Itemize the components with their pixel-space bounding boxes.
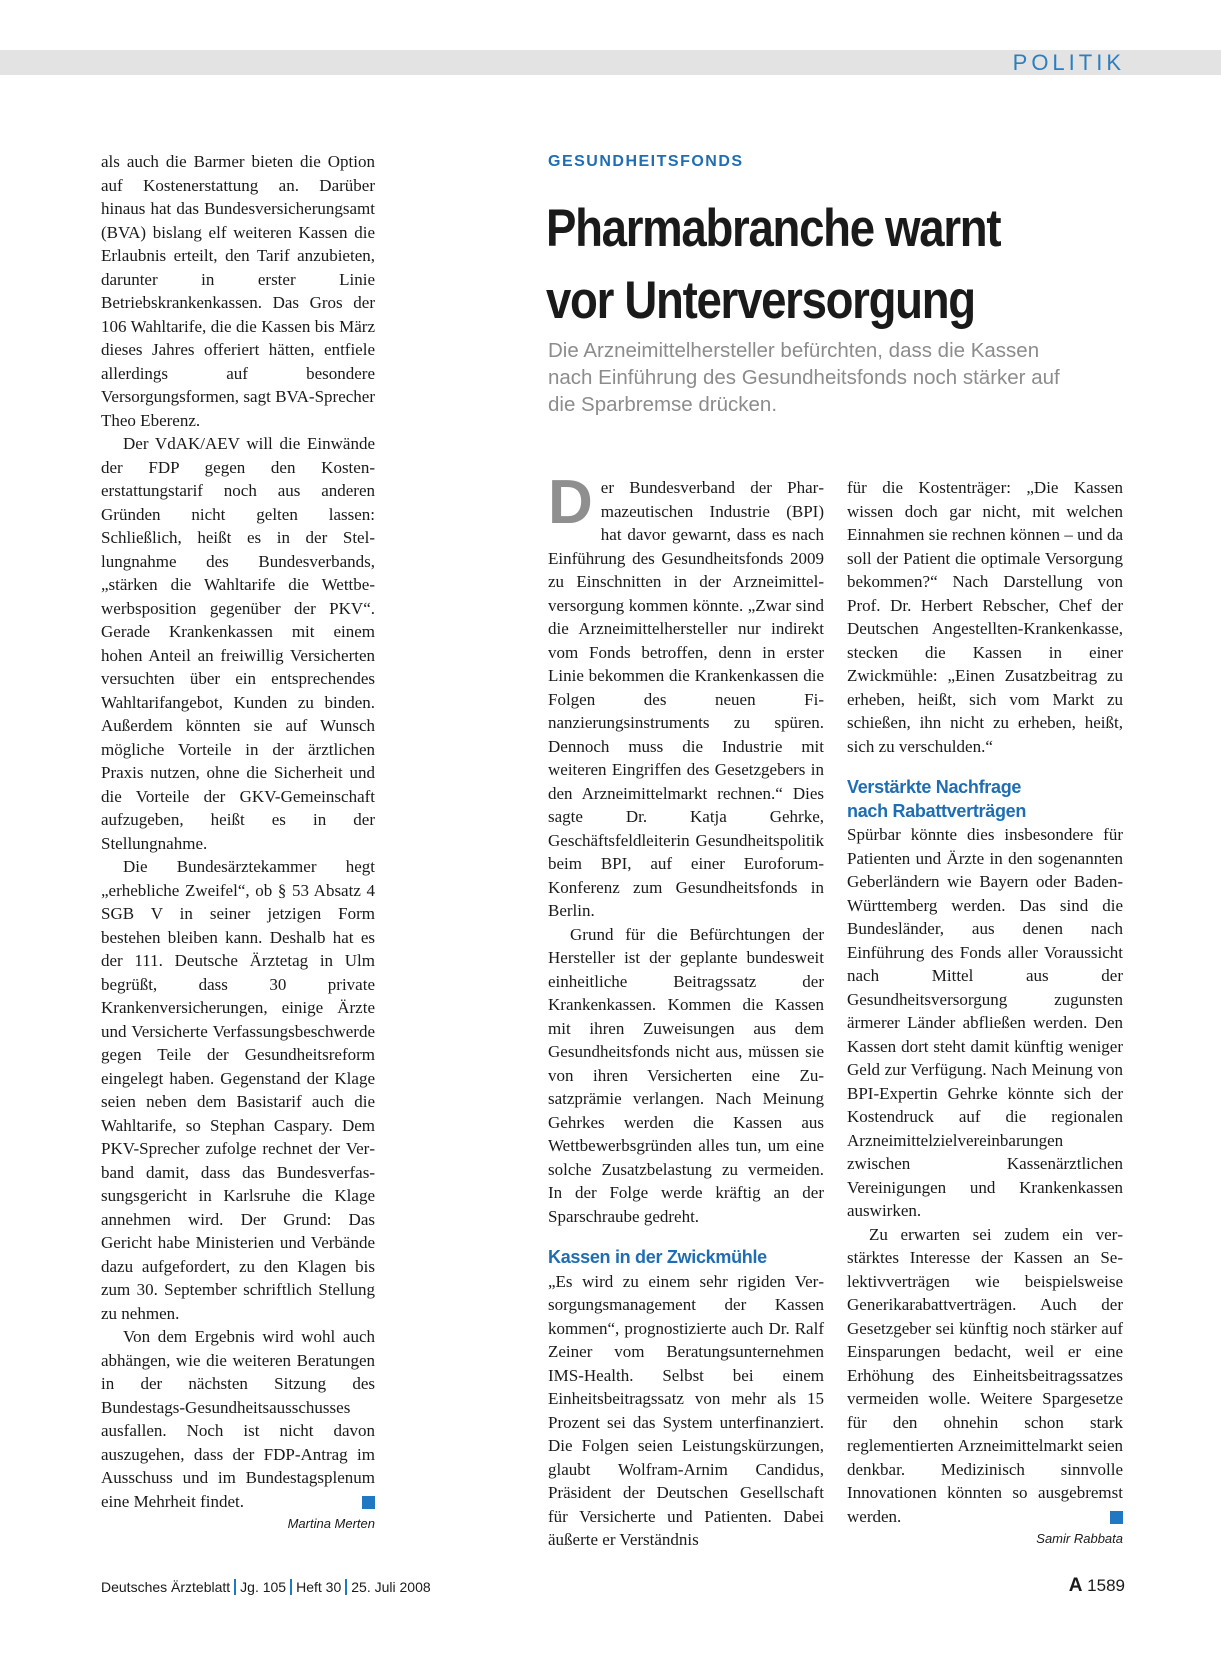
article-headline <box>546 193 1062 337</box>
article-column-2 <box>548 468 824 1552</box>
end-square-icon <box>1110 1511 1123 1524</box>
subheading-nachfrage-line-1: Verstärkte Nachfrage <box>847 777 1022 797</box>
article-lead: Die Arzneimittelhersteller befürchten, dass die Kassen nach Einführung des Gesundheitsfonds noch stärker auf die Sparbremse drücken. <box>548 339 1060 416</box>
page-number <box>1069 1575 1125 1597</box>
left-paragraph-2: Der VdAK/AEV will die Einwände der FDP gegen den Kostenerstattungstarif noch aus anderen Gründen nicht gelten lassen: Schließlich, heißt es in der Stellungnahme des Bundesverbands, „stärken die Wahltarife die Wettbewerbsposition gegenüber der PKV“. Gerade Krankenkassen mit einem hohen Anteil an freiwillig Versicherten versuchten über ein entsprechendes Wahltarifangebot, Kunden zu binden. Außerdem könnten sie auf Wunsch mögliche Vorteile in der ärztlichen Praxis nutzen, ohne die Sicherheit und die Vorteile der GKV-Gemeinschaft aufzugeben, heißt es in der Stellungnahme. <box>101 434 375 853</box>
headline-line-1: Pharmabranche warnt <box>546 199 1001 258</box>
article-paragraph-2: Grund für die Befürchtungen der Hersteller ist der geplante bundesweit einheitliche Beitragssatz der Krankenkassen. Kommen die Kassen mit ihren Zuweisungen aus dem Gesundheitsfonds nicht aus, müssen sie von ihren Versicherten eine Zusatzprämie verlangen. Nach Meinung Gehrkes werden die Kassen aus Wettbewerbsgründen alles tun, um eine solche Zusatzbelastung zu vermeiden. In der Folge werde kräftig an der Sparschraube gedreht. <box>548 924 824 1226</box>
article-paragraph-1 <box>548 468 824 923</box>
subheading-nachfrage-line-2: nach Rabattverträgen <box>847 800 1027 821</box>
headline-line-2: vor Unterversorgung <box>546 271 975 330</box>
footer-separator <box>290 1579 292 1595</box>
subheading-zwickmuehle: Kassen in der Zwickmühle <box>548 1247 767 1267</box>
article-kicker: GESUNDHEITSFONDS <box>548 153 744 170</box>
article-author: Samir Rabbata <box>1036 1531 1123 1546</box>
left-paragraph-4 <box>101 1325 375 1513</box>
journal-name: Deutsches Ärzteblatt <box>101 1579 231 1595</box>
article-paragraph-4: für die Kostenträger: „Die Kassen wissen doch gar nicht, mit welchen Einnahmen sie rechnen können – und da soll der Patient die optimale Versorgung bekommen?“ Nach Darstellung von Prof. Dr. Herbert Rebscher, Chef der Deutschen Angestellten-Krankenkasse, stecken die Kassen in einer Zwickmühle: „Einen Zusatzbeitrag zu erheben, heißt, sich vom Markt zu schießen, ihn nicht zu erheben, heißt, sich zu verschulden.“ <box>847 478 1123 756</box>
footer-separator <box>234 1579 236 1595</box>
footer-separator <box>345 1579 347 1595</box>
article-paragraph-3: „Es wird zu einem sehr rigiden Versorgungsmanagement der Kassen kommen“, prognostizierte auch Dr. Ralf Zeiner vom Beratungsunternehmen IMS-Health. Selbst bei einem Einheitsbeitragssatz von mehr als 15 Prozent sei das System unterfinanziert. Die Folgen seien Leistungskürzungen, glaubt Wolfram-Arnim Candidus, Präsident der Deutschen Gesellschaft für Versicherte und Patienten. Dabei äußerte er Verständnis <box>548 1271 824 1549</box>
page-prefix: A <box>1068 1575 1083 1596</box>
drop-cap: D <box>548 468 593 537</box>
left-author: Martina Merten <box>287 1516 375 1531</box>
article-paragraph-6-text: Zu erwarten sei zudem ein verstärktes Interesse der Kassen an Selektivverträgen wie beispielsweise Generikarabattverträgen. Auch der Gesetzgeber sei künftig noch stärker auf Einsparungen bedacht, weil er eine Erhöhung des Einheitsbeitragssatzes vermeiden wolle. Weitere Spargesetze für den ohnehin schon stark reglementierten Arzneimittelmarkt seien denkbar. Medizinisch sinnvolle Innovationen könnten so ausgebremst werden. <box>847 1224 1123 1526</box>
article-paragraph-5: Spürbar könnte dies insbesondere für Patienten und Ärzte in den sogenannten Geberländern wie Bayern oder Baden-Württemberg werden. Das sind die Bundesländer, aus denen nach Einführung des Fonds aller Voraussicht nach Mittel aus der Gesundheitsversorgung zugunsten ärmerer Länder abfließen werden. Den Kassen dort steht damit künftig weniger Geld zur Verfügung. Nach Meinung von BPI-Expertin Gehrke könnte sich der Kostendruck auf die regionalen Arzneimittelzielvereinbarungen zwischen Kassenärztlichen Vereinigungen und Krankenkassen auswirken. <box>847 825 1123 1220</box>
journal-volume: Jg. 105 <box>240 1579 287 1595</box>
left-paragraph-3: Die Bundesärztekammer hegt „erhebliche Zweifel“, ob § 53 Absatz 4 SGB V in seiner jetzigen Form bestehen bleiben kann. Deshalb hat es der 111. Deutsche Ärztetag in Ulm begrüßt, dass 30 private Krankenversicherungen, einige Ärzte und Versicherte Verfassungsbeschwerde gegen Teile der Gesundheitsreform eingelegt haben. Gegenstand der Klage seien neben dem Basistarif auch die Wahltarife, so Stephan Caspary. Dem PKV-Sprecher zufolge rechnet der Verband damit, dass das Bundesverfassungsgericht in Karlsruhe die Klage annehmen wird. Der Grund: Das Gericht habe Ministerien und Verbände dazu aufgefordert, zu den Klagen bis zum 30. September schriftlich Stellung zu nehmen. <box>101 857 375 1323</box>
left-paragraph-1: als auch die Barmer bieten die Option auf Kostenerstattung an. Darüber hinaus hat das Bundesversicherungsamt (BVA) bislang elf weiteren Kassen die Erlaubnis erteilt, den Tarif anzubieten, darunter in erster Linie Betriebskrankenkassen. Das Gros der 106 Wahltarife, die die Kassen bis März dieses Jahres offeriert hätten, entfiele allerdings auf besondere Versorgungsformen, sagt BVA-Sprecher Theo Eberenz. <box>101 152 375 430</box>
article-paragraph-6 <box>847 1223 1123 1529</box>
footer-citation <box>101 1579 431 1595</box>
subheading-nachfrage <box>847 776 1123 823</box>
article-paragraph-1-text: er Bundesverband der Pharmazeutischen Industrie (BPI) hat davor gewarnt, dass es nach Einführung des Gesundheitsfonds 2009 zu Einschnitten in der Arzneimittelversorgung kommen könnte. „Zwar sind die Arzneimittelhersteller nur indirekt vom Fonds betroffen, denn in erster Linie bekommen die Krankenkassen die Folgen des neuen Finanzierungsinstruments zu spüren. Dennoch muss die Industrie mit weiteren Eingriffen des Gesetzgebers in den Arzneimittelmarkt rechnen.“ Dies sagte Dr. Katja Gehrke, Geschäftsfeldleiterin Gesundheitspolitik beim BPI, auf einer Euroforum-Konferenz zum Gesundheitsfonds in Berlin. <box>548 478 824 920</box>
end-square-icon <box>362 1496 375 1509</box>
article-column-3 <box>847 476 1123 1549</box>
journal-issue: Heft 30 <box>296 1579 342 1595</box>
left-column <box>101 150 375 1534</box>
journal-date: 25. Juli 2008 <box>351 1579 431 1595</box>
left-paragraph-4-text: Von dem Ergebnis wird wohl auch abhängen, wie die weiteren Beratungen in der nächsten Sitzung des Bundestags-Gesundheitsausschusses ausfallen. Noch ist nicht davon auszugehen, dass der FDP-Antrag im Ausschuss und im Bundestagsplenum eine Mehrheit findet. <box>101 1327 375 1511</box>
section-label: POLITIK <box>1012 50 1125 75</box>
page-number-value: 1589 <box>1087 1576 1125 1595</box>
